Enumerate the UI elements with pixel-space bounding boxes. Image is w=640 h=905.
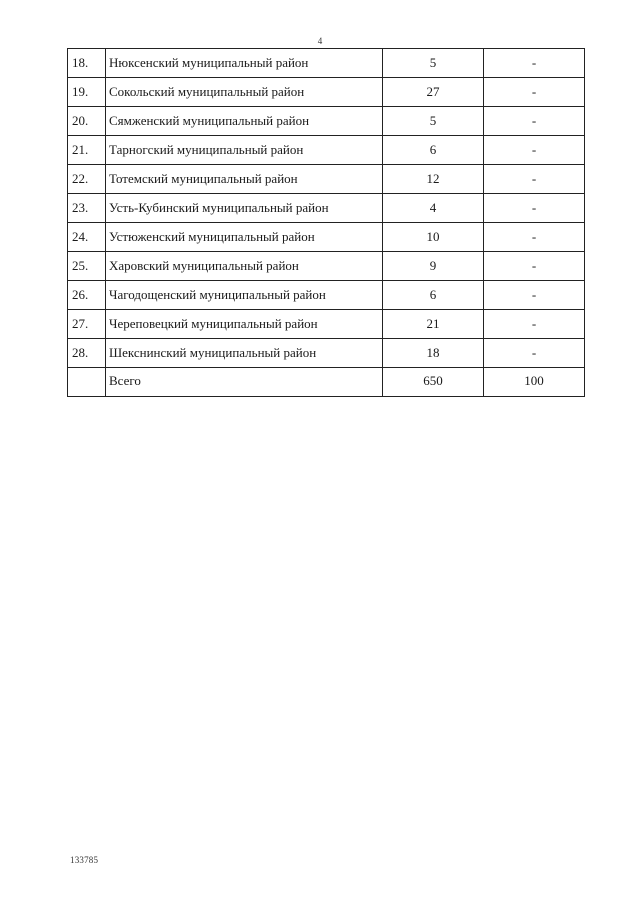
district-name-cell: Шекснинский муниципальный район	[106, 339, 383, 368]
table-row	[68, 136, 585, 165]
districts-table	[67, 48, 585, 397]
percent-cell: -	[484, 78, 585, 107]
percent-cell: -	[484, 252, 585, 281]
row-number-cell: 21.	[68, 136, 106, 165]
count-cell: 4	[383, 194, 484, 223]
percent-cell: -	[484, 136, 585, 165]
count-cell: 10	[383, 223, 484, 252]
table-row	[68, 339, 585, 368]
total-row	[68, 368, 585, 397]
district-name-cell: Череповецкий муниципальный район	[106, 310, 383, 339]
table-row	[68, 194, 585, 223]
percent-cell: -	[484, 339, 585, 368]
table-row	[68, 310, 585, 339]
district-name-cell: Тарногский муниципальный район	[106, 136, 383, 165]
page-number: 4	[317, 36, 323, 46]
district-name-cell: Чагодощенский муниципальный район	[106, 281, 383, 310]
district-name-cell: Сокольский муниципальный район	[106, 78, 383, 107]
count-cell: 21	[383, 310, 484, 339]
district-name-cell: Тотемский муниципальный район	[106, 165, 383, 194]
table-row	[68, 223, 585, 252]
count-cell: 9	[383, 252, 484, 281]
row-number-cell: 28.	[68, 339, 106, 368]
row-number-cell: 23.	[68, 194, 106, 223]
row-number-cell: 18.	[68, 49, 106, 78]
table-row	[68, 107, 585, 136]
count-cell: 18	[383, 339, 484, 368]
count-cell: 12	[383, 165, 484, 194]
row-number-cell: 19.	[68, 78, 106, 107]
table-row	[68, 252, 585, 281]
percent-cell: -	[484, 310, 585, 339]
row-number-cell: 25.	[68, 252, 106, 281]
districts-table-body	[68, 49, 585, 397]
percent-cell: -	[484, 49, 585, 78]
percent-cell: -	[484, 223, 585, 252]
row-number-cell: 27.	[68, 310, 106, 339]
table-row	[68, 78, 585, 107]
row-number-cell: 26.	[68, 281, 106, 310]
district-name-cell: Устюженский муниципальный район	[106, 223, 383, 252]
count-cell: 6	[383, 281, 484, 310]
row-number-cell: 24.	[68, 223, 106, 252]
document-id: 133785	[70, 855, 99, 865]
table-row	[68, 49, 585, 78]
row-number-cell: 22.	[68, 165, 106, 194]
district-name-cell: Усть-Кубинский муниципальный район	[106, 194, 383, 223]
count-cell: 6	[383, 136, 484, 165]
district-name-cell: Харовский муниципальный район	[106, 252, 383, 281]
table-row	[68, 165, 585, 194]
count-cell: 5	[383, 49, 484, 78]
percent-cell: -	[484, 194, 585, 223]
total-count-cell: 650	[383, 368, 484, 397]
district-name-cell: Сямженский муниципальный район	[106, 107, 383, 136]
percent-cell: -	[484, 281, 585, 310]
total-row-number-cell	[68, 368, 106, 397]
percent-cell: -	[484, 107, 585, 136]
count-cell: 5	[383, 107, 484, 136]
percent-cell: -	[484, 165, 585, 194]
table-row	[68, 281, 585, 310]
total-district-name-cell: Всего	[106, 368, 383, 397]
district-name-cell: Нюксенский муниципальный район	[106, 49, 383, 78]
total-percent-cell: 100	[484, 368, 585, 397]
row-number-cell: 20.	[68, 107, 106, 136]
count-cell: 27	[383, 78, 484, 107]
